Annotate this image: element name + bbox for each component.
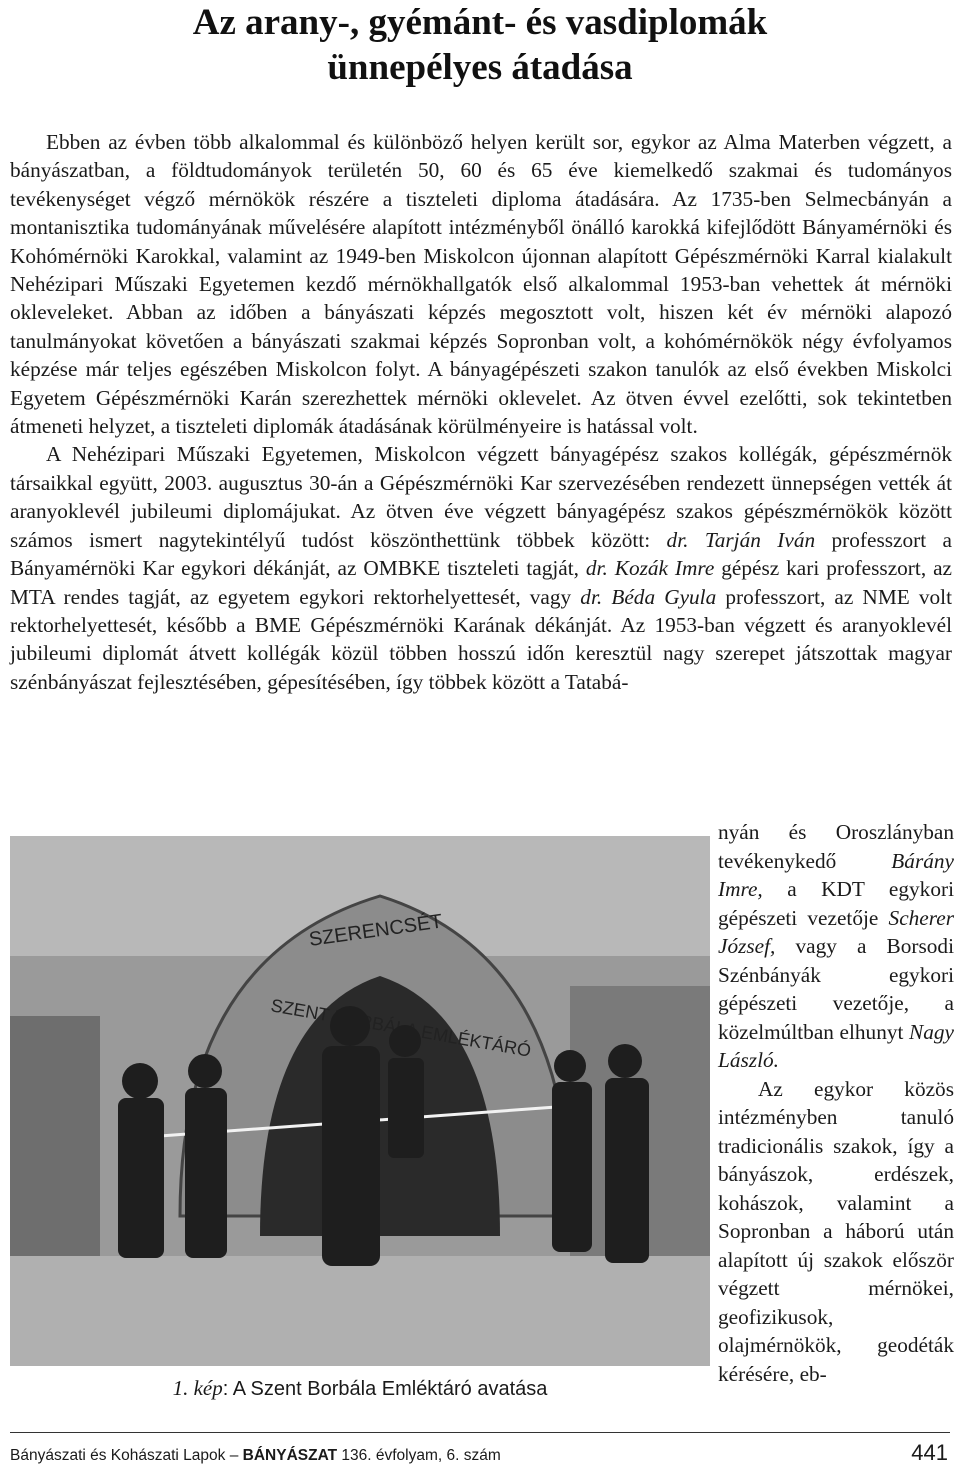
- dr-prefix: dr.: [580, 584, 603, 609]
- caption-text: : A Szent Borbála Emléktáró avatása: [222, 1378, 548, 1400]
- arch-inscription-bottom: SZENT BORBÁLA EMLÉKTÁRÓ: [269, 995, 533, 1061]
- footer-rule: [10, 1432, 950, 1433]
- title-line-2: ünnepélyes átadása: [327, 47, 633, 88]
- paragraph-2-part-b: professzort a Bányamérnöki Kar egykori dékánját, az OMBKE tiszteleti tagját,: [10, 527, 952, 581]
- paragraph-2: [10, 440, 952, 696]
- footer-journal-name: Bányászati és Kohászati Lapok –: [10, 1447, 243, 1464]
- side-text: nyán és Oroszlányban tevékenykedő: [718, 820, 954, 873]
- footer-section: BÁNYÁSZAT: [242, 1447, 338, 1464]
- person-name: Scherer József,: [718, 905, 954, 958]
- paragraph-1: [10, 128, 952, 440]
- arch-inscription-top: SZERENCSÉT: [307, 910, 444, 951]
- caption-number: 1. kép: [172, 1376, 223, 1400]
- paragraph-1-history: Az 1735-ben Selmecbányán a montanisztika tudományának művelésére alapított intézményből önálló karokká kifejlődött Bányamérnöki és Kohómérnöki Karokkal, valamint az 1949-ben Miskolcon újonnan alapított Gépészmérnöki Karral kialakult Nehézipari Műszaki Egyetemen kezdő mérnökhallgatók első alkalommal 1953-ban vehettek át mérnöki okleveleket. Abban az időben a bányászati képzés megosztott volt, hiszen két év mérnöki alapozó tanulmányokat követően a bányászati szakmai képzés Sopronban volt, a kohómérnökök négy évfolyamos képzése már teljes egészében Miskolcon folyt. A bányagépészeti szakon tanulók az első években Miskolci Egyetem Gépészmérnöki Karán szerezhettek mérnöki oklevelet. Az ötven évvel ezelőtti, sok tekintetben átmeneti helyzet, a tiszteleti diplomák átadásának körülményeire is hatással volt.: [10, 186, 952, 439]
- person-name: Tarján Iván: [704, 527, 816, 552]
- person-name: Bárány Imre,: [718, 848, 954, 901]
- paragraph-2-part-d: professzort, az NME volt rektorhelyettesét, később a BME Gépészmérnöki Karának dékánját. Az 1953-ban végzett és aranyoklevél jubileumi diplomát átvett kollégák közül többen hosszú időn keresztül nagy szerepet játszottak magyar szénbányászat fejlesztésében, gépesítésében, így többek között a Tatabá-: [10, 584, 953, 694]
- photo-caption: [10, 1375, 710, 1402]
- article-body-top: [10, 128, 952, 696]
- paragraph-1-intro: Ebben az évben több alkalommal és különböző helyen került sor, egykor az Alma Materben végzett, a bányászatban, a földtudományok területén 50, 60 és 65 éve kiemelkedő szakmai és tudományos tevékenységet végző mérnökök részére a tiszteleti diploma átadására.: [10, 130, 952, 211]
- footer-journal-line: [10, 1446, 501, 1466]
- page-number: 441: [911, 1440, 948, 1465]
- person-name: Nagy László.: [718, 1019, 954, 1072]
- person-name: Béda Gyula: [611, 584, 717, 609]
- footer-issue: 136. évfolyam, 6. szám: [337, 1447, 501, 1464]
- title-line-1: Az arany-, gyémánt- és vasdiplomák: [192, 2, 768, 43]
- article-title: [0, 0, 960, 90]
- dr-prefix: dr.: [585, 556, 608, 581]
- dr-prefix: dr.: [666, 527, 689, 552]
- photo-image: [10, 836, 710, 1366]
- paragraph-2-part-c: gépész kari professzort, az MTA rendes tagját, az egyetem egykori rektorhelyettesét, vagy: [10, 556, 952, 609]
- side-paragraph-2: Az egykor közös intézményben tanuló tradicionális szakok, így a bányászok, erdészek, kohászok, valamint a Sopronban a háború után alapított új szakok először végzett mérnökei, geofizikusok, olajmérnökök, geodéták kérésére, eb-: [718, 1076, 954, 1386]
- person-name: Kozák Imre: [614, 556, 715, 581]
- paragraph-2-part-a: A Nehézipari Műszaki Egyetemen, Miskolcon végzett bányagépész szakos kollégák, gépészmérnök társaikkal együtt, 2003. augusztus 30-án a Gépészmérnöki Kar szervezésében rendezett ünnepségen vették át aranyoklevél jubileumi diplomájukat. Az ötven éve végzett bányagépész szakos gépészmérnökök között számos ismert nagytekintélyű tudóst köszönthettünk többek között:: [10, 442, 952, 552]
- side-paragraph-1: [718, 818, 954, 1075]
- photo-emlektaro-inauguration: [10, 836, 710, 1366]
- article-body-side-column: [718, 818, 954, 1388]
- side-text: vagy a Borsodi Szénbányák egykori gépészeti vezetője, a közelmúltban elhunyt: [718, 934, 954, 1044]
- side-text: a KDT egykori gépészeti vezetője: [718, 877, 954, 930]
